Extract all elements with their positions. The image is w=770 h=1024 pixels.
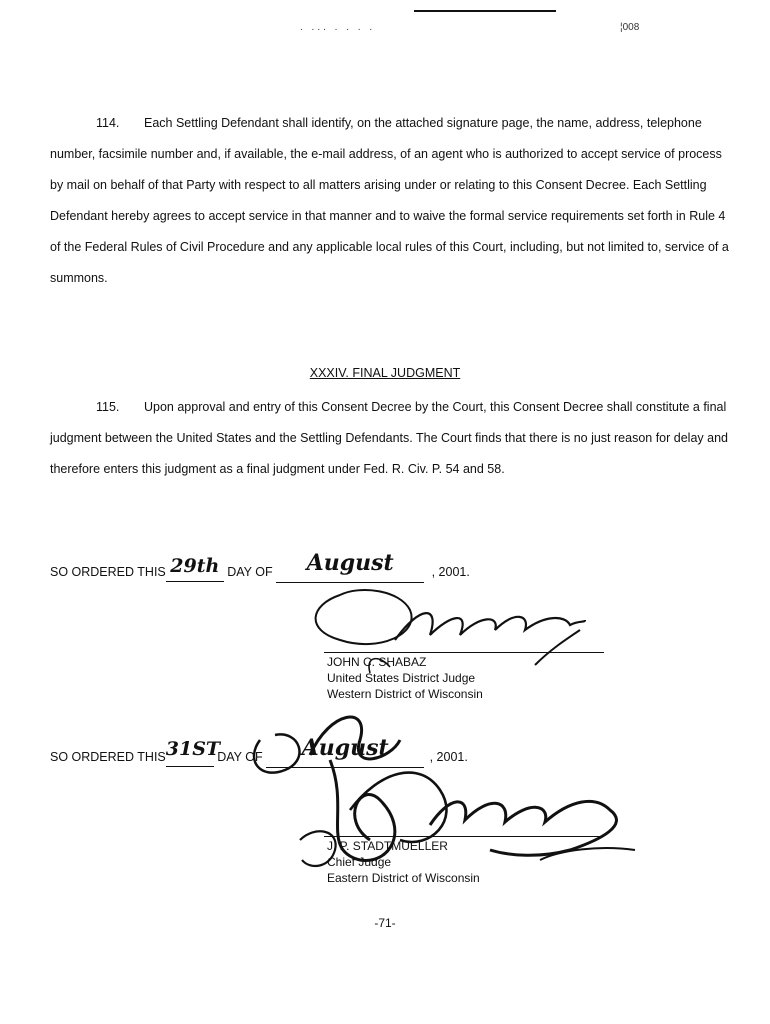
- signer-name: JOHN C. SHABAZ: [327, 655, 427, 669]
- fax-header: [0, 10, 770, 34]
- handwritten-month: August: [301, 735, 389, 761]
- signer-title: Chief Judge: [327, 855, 392, 869]
- fax-noise: . ... . . . .: [300, 22, 376, 33]
- day-blank: [165, 738, 221, 767]
- handwritten-month: August: [306, 550, 394, 576]
- section-heading: XXXIV. FINAL JUDGMENT: [309, 366, 461, 380]
- paragraph-text: Each Settling Defendant shall identify, on the attached signature page, the name, address, telephone number, facsimile number and, if available, the e-mail address, of an agent who is authorized to accept service of process by mail on behalf of that Party with respect to all matters arising under or relating to this Consent Decree. Each Settling Defendant hereby agrees to accept service in that manner and to waive the formal service requirements set forth in Rule 4 of the Federal Rules of Civil Procedure and any applicable local rules of this Court, including, but not limited to, service of a summons.: [50, 116, 729, 285]
- paragraph-number: 115.: [96, 400, 120, 414]
- fax-page-code: ¦008: [620, 22, 640, 33]
- signer-title: United States District Judge: [327, 671, 476, 685]
- signer-block-1: [327, 654, 483, 702]
- paragraph-114: [50, 108, 730, 294]
- month-blank: [276, 550, 424, 583]
- order-line-1: [50, 550, 470, 583]
- order-year: , 2001.: [431, 565, 470, 579]
- handwritten-day: 29th: [170, 555, 220, 577]
- order-year: , 2001.: [429, 750, 468, 764]
- day-blank: [166, 555, 224, 582]
- fax-header-rule: [414, 10, 556, 12]
- signature-line: [324, 652, 604, 653]
- paragraph-115: [50, 392, 730, 485]
- handwritten-day: 31ST: [165, 738, 221, 760]
- signer-district: Eastern District of Wisconsin: [327, 871, 480, 885]
- signer-name: J. P. STADTMUELLER: [327, 839, 448, 853]
- signature-line: [324, 836, 604, 837]
- page-number: -71-: [374, 916, 396, 930]
- signer-district: Western District of Wisconsin: [327, 687, 483, 701]
- signer-block-2: [327, 838, 480, 886]
- day-of-label: DAY OF: [227, 565, 273, 579]
- order-prefix: SO ORDERED THIS: [50, 750, 166, 764]
- paragraph-text: Upon approval and entry of this Consent Decree by the Court, this Consent Decree shall constitute a final judgment between the United States and the Settling Defendants. The Court finds that there is no just reason for delay and therefore enters this judgment as a final judgment under Fed. R. Civ. P. 54 and 58.: [50, 400, 728, 476]
- day-of-label: DAY OF: [217, 750, 263, 764]
- paragraph-number: 114.: [96, 116, 120, 130]
- order-prefix: SO ORDERED THIS: [50, 565, 166, 579]
